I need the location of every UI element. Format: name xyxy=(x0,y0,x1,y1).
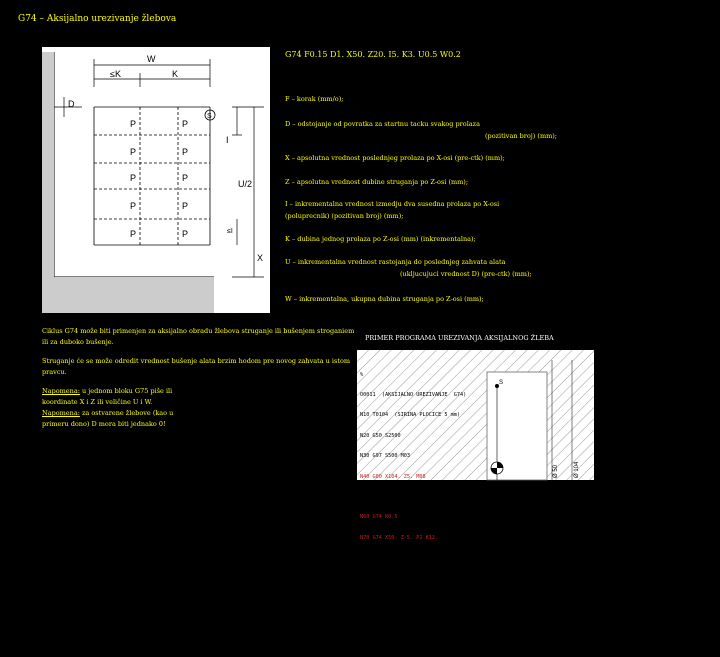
note-paragraph-2: Struganje će se može odredit vrednost bušenje alata brzim hodom pre novog zahvata u istom pravcu. xyxy=(42,357,351,376)
cycle-diagram xyxy=(42,47,270,313)
param-f: F – korak (mm/o); xyxy=(285,95,344,103)
napomena-text-2: za ostvarene žlebove (kao u xyxy=(81,409,174,417)
slide-title: G74 – Aksijalno urezivanje žlebova xyxy=(18,14,177,24)
label-x: X xyxy=(257,253,264,263)
code-line: N90 G97 S500 xyxy=(360,575,398,582)
code-line: N20 G50 S2500 xyxy=(360,432,401,439)
label-delta-i: ≤I xyxy=(227,228,233,235)
label-p7: P xyxy=(130,201,137,211)
note-line-4: koordinate X i Z ili veličine U i W. xyxy=(42,398,153,406)
param-u: U – inkrementalna vrednost rastojanja do poslednjeg zahvata alata xyxy=(285,258,506,266)
dim-104: Ø 104 xyxy=(574,461,580,478)
cycle-diagram-svg xyxy=(42,47,270,313)
label-p6: P xyxy=(182,173,189,183)
label-p8: P xyxy=(182,201,189,211)
label-s: S xyxy=(207,113,212,120)
note-line-6: primeru dono) D mora biti jednako 0! xyxy=(42,420,166,428)
note-paragraph-1: Ciklus G74 može biti primenjen za aksijalno obradu žlebova struganje ili bušenjem stroganiem ili za duboko bušenje. xyxy=(42,327,355,346)
cycle-command: G74 F0.15 D1. X50. Z20. I5. K3. U0.5 W0.2 xyxy=(285,50,461,59)
note-line-3 xyxy=(42,386,362,397)
label-p10: P xyxy=(182,229,189,239)
label-p4: P xyxy=(182,147,189,157)
param-w: W – inkrementalna, ukupna dubina struganja po Z-osi (mm); xyxy=(285,295,484,303)
program-title: PRIMER PROGRAMA UREZIVANJA AKSIJALNOG ŽLEBA xyxy=(365,334,554,342)
code-line: N30 G97 S500 M03 xyxy=(360,453,410,460)
label-k: K xyxy=(172,69,179,79)
param-i-cont: (poluprecnik) (pozitivan broj) (mm); xyxy=(285,212,404,220)
program-code xyxy=(360,358,466,657)
code-line: N70 G74 X50. Z-5. P2 K12. xyxy=(360,534,439,541)
note-line-5 xyxy=(42,408,362,419)
param-z: Z – apsolutna vrednost dubine struganja po Z-osi (mm); xyxy=(285,178,469,186)
code-line: O0011 (AKSIJALNO UREZIVANJE G74) xyxy=(360,391,467,398)
program-point-s: S xyxy=(499,380,504,386)
param-d-cont: (pozitivan broj) (mm); xyxy=(485,132,557,140)
label-p3: P xyxy=(130,147,137,157)
napomena-label-2: Napomena: xyxy=(42,409,80,417)
label-i: I xyxy=(226,135,229,145)
label-p2: P xyxy=(182,119,189,129)
code-line: % xyxy=(360,371,364,378)
label-p1: P xyxy=(130,119,137,129)
code-line: N40 G00 X104. Z5. M08 xyxy=(360,473,426,480)
code-line: N60 G74 R0.5 xyxy=(360,514,398,521)
param-i: I – inkrementalna vrednost izmedju dva susedna prolaza po X-osi xyxy=(285,200,500,208)
code-line: N10 T0104 (SIRINA PLOCICE 5 mm) xyxy=(360,412,460,419)
code-line: % xyxy=(360,636,364,643)
label-p9: P xyxy=(130,229,137,239)
code-line: N100 M05 xyxy=(360,595,385,602)
napomena-text-1: u jednom bloku G75 piše ili xyxy=(81,387,173,395)
param-u-cont: (ukljucujuci vrednost D) (pre-ctk) (mm); xyxy=(400,270,532,278)
program-panel xyxy=(357,350,594,643)
code-line: N110 M30 xyxy=(360,616,385,623)
label-p5: P xyxy=(130,173,137,183)
label-d: D xyxy=(68,99,75,109)
code-line: N50 G96 S160 xyxy=(360,493,398,500)
label-w: W xyxy=(147,54,156,64)
label-k-left: ≤K xyxy=(110,69,121,79)
param-x: X – apsolutna vrednost poslednjeg prolaza po X-osi (pre-ctk) (mm); xyxy=(285,154,505,162)
dim-50: Ø 50 xyxy=(553,464,559,478)
param-d: D – odstojanje od povratka za startnu tacku svakog prolaza xyxy=(285,120,480,128)
code-line: N80 G00 X200. Z100. xyxy=(360,555,420,562)
napomena-label-1: Napomena: xyxy=(42,387,80,395)
notes xyxy=(42,326,362,430)
label-u2: U/2 xyxy=(238,179,253,189)
param-k: K – dubina jednog prolaza po Z-osi (mm) (inkrementalna); xyxy=(285,235,476,243)
